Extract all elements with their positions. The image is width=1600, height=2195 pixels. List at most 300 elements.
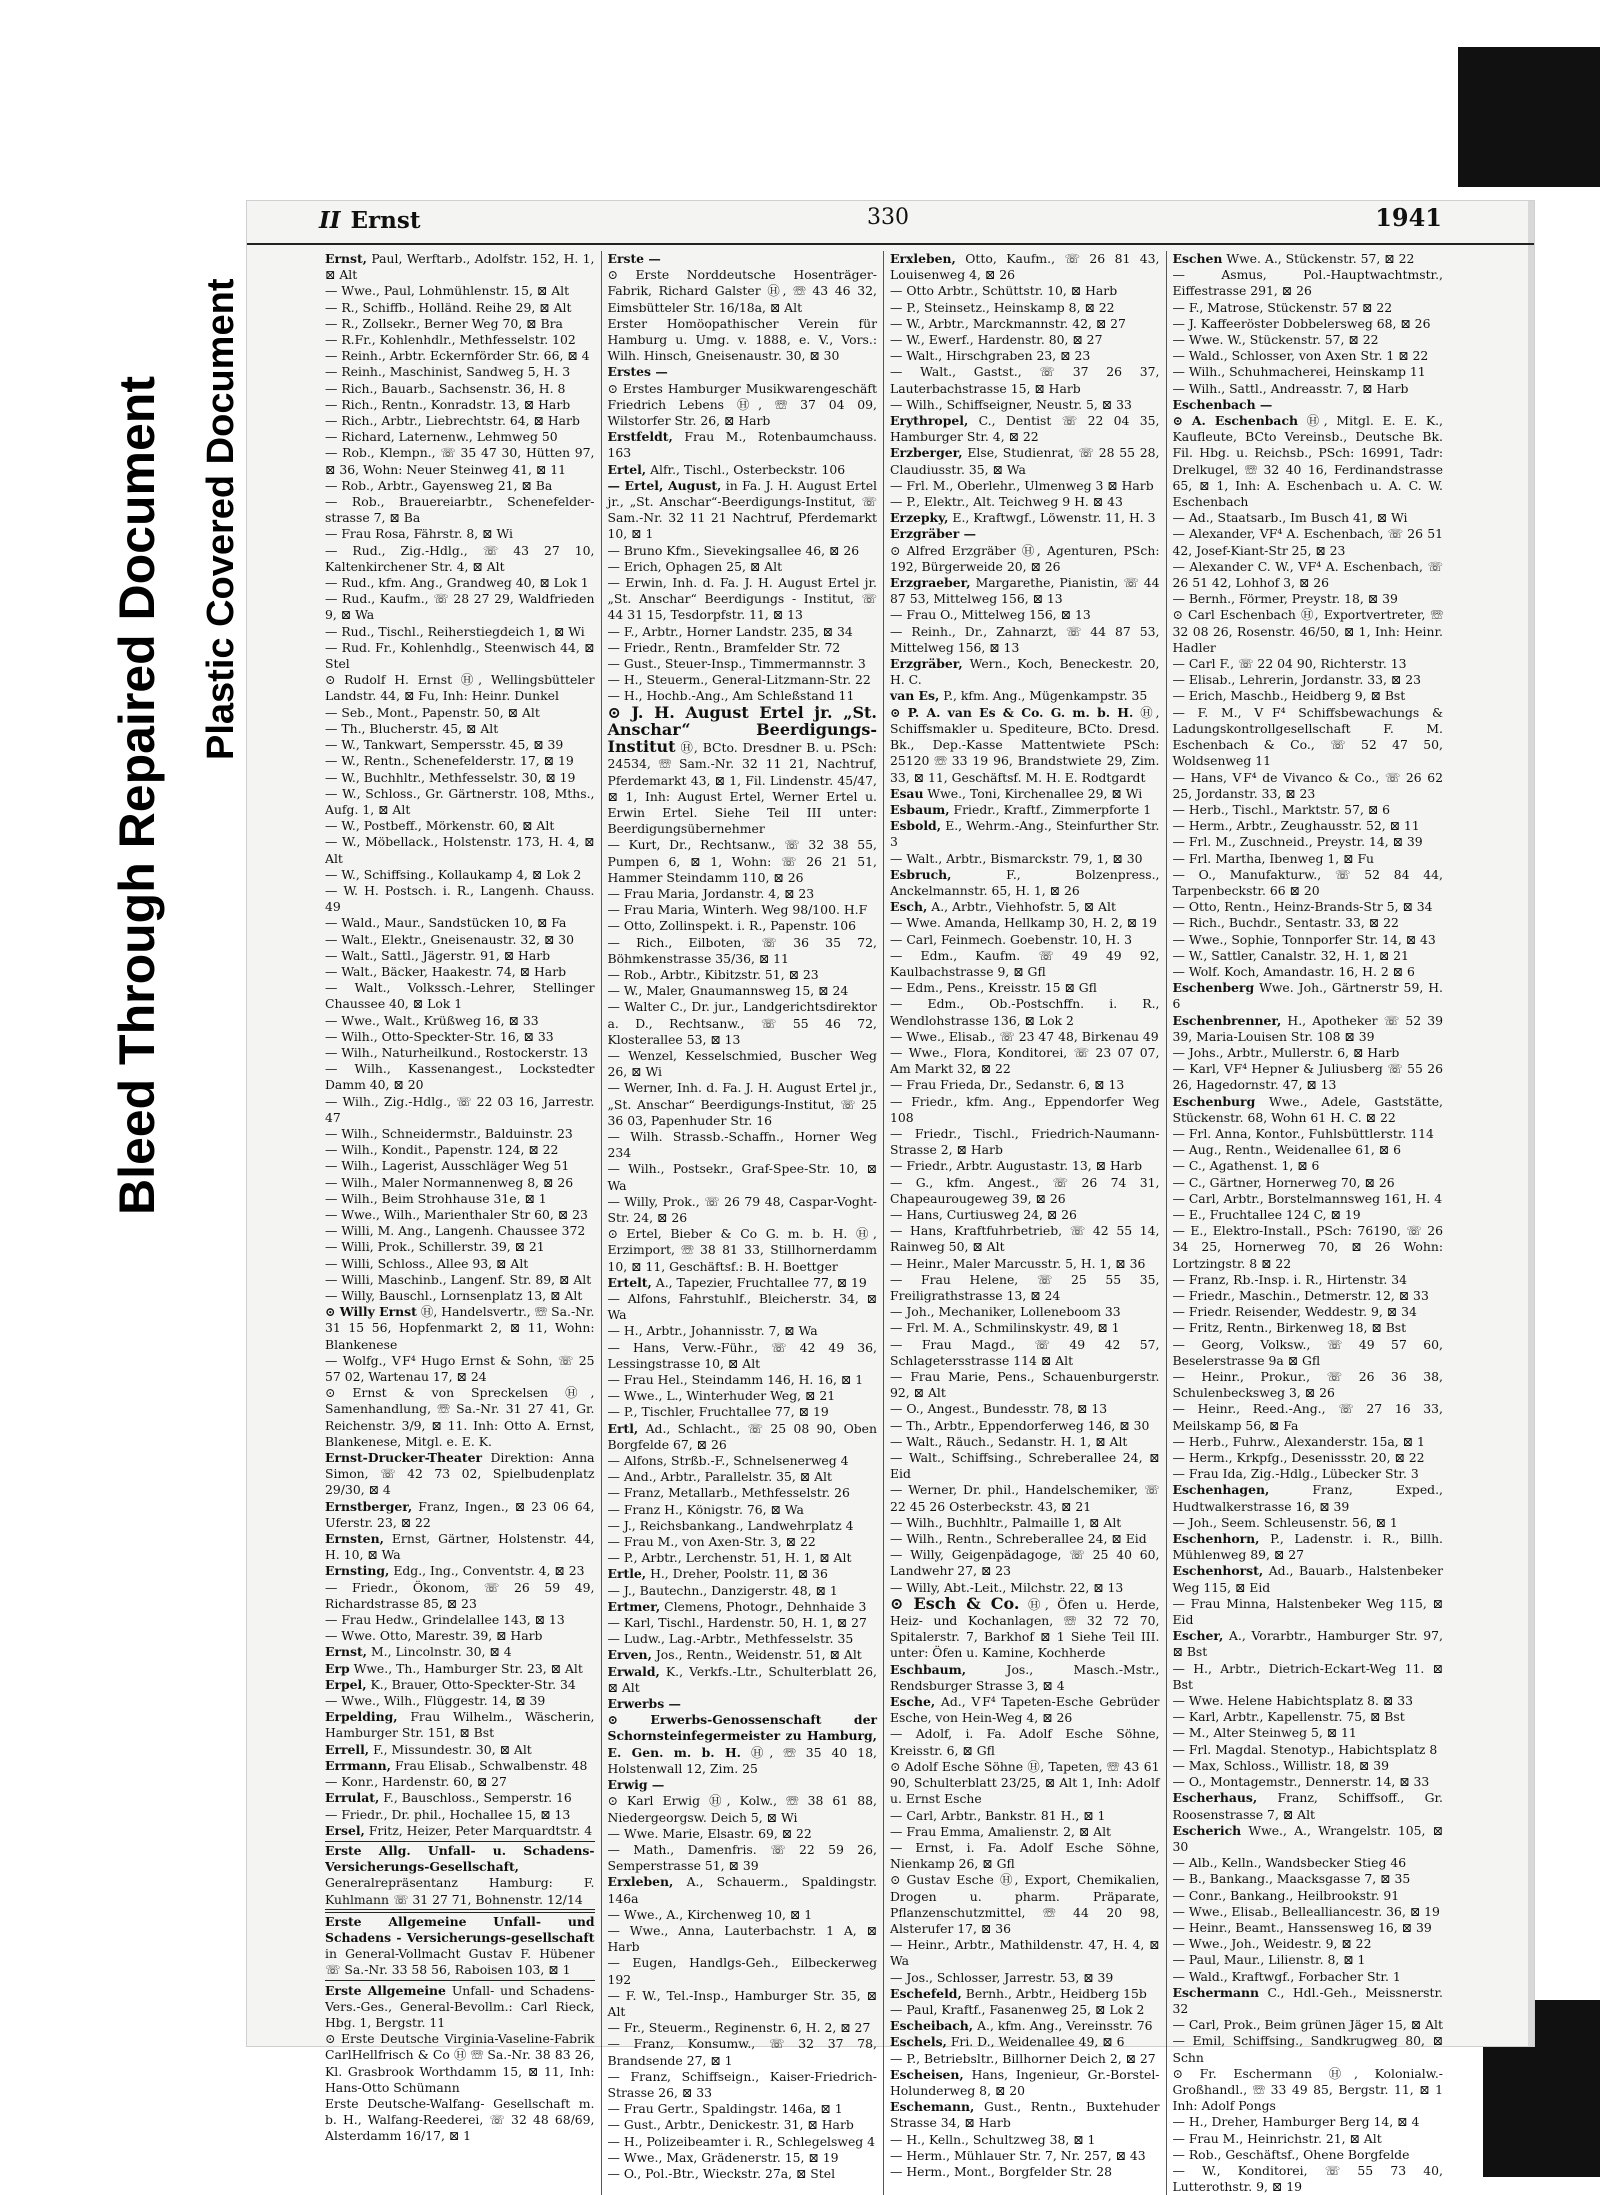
directory-entry: [1173, 1855, 1444, 1871]
entry-text: Franz, Exped., Hudtwalkerstrasse 16, ⊠ 39: [1172, 1482, 1443, 1514]
entry-text: — Wilh., Postsekr., Graf-Spee-Str. 10, ⊠ Wa: [607, 1161, 877, 1193]
directory-entry: [890, 2164, 1160, 2180]
directory-entry: [325, 721, 595, 737]
directory-entry: [325, 1191, 595, 1207]
entry-text: — J., Reichsbankang., Landwehrplatz 4: [607, 1517, 854, 1533]
directory-entry: [1173, 591, 1444, 607]
directory-entry: [1173, 1466, 1444, 1482]
page-number: 330: [867, 205, 909, 230]
directory-entry: [890, 1175, 1160, 1207]
entry-text: — Wilh., Schuhmacherei, Heinskamp 11: [1172, 364, 1426, 380]
directory-entry: [325, 1288, 595, 1304]
entry-text: Jos., Masch.-Mstr., Rendsburger Strasse 3, ⊠ 4: [890, 1661, 1160, 1693]
directory-entry: [1173, 672, 1444, 688]
directory-entry: [325, 867, 595, 883]
entry-text: A., Arbtr., Viehhofstr. 5, ⊠ Alt: [931, 899, 1116, 915]
directory-entry: [608, 1566, 878, 1582]
directory-entry: [890, 510, 1160, 526]
directory-entry: [890, 607, 1160, 623]
entry-text: Generalrepräsentanz Hamburg: F. Kuhlmann ☏ 31 27 71, Bohnenstr. 12/14: [325, 1875, 595, 1907]
directory-entry: [1173, 915, 1444, 931]
entry-text: — Walt., Gastst., ☏ 37 26 37, Lauterbachstrasse 15, ⊠ Harb: [890, 364, 1160, 396]
entry-text: — Heinr., Beamt., Hanssensweg 16, ⊠ 39: [1172, 1919, 1432, 1935]
directory-entry: [1173, 1823, 1444, 1855]
directory-entry: [890, 332, 1160, 348]
directory-entry: [325, 300, 595, 316]
year-label: 1941: [1375, 203, 1442, 232]
entry-text: — Paul, Maur., Lilienstr. 8, ⊠ 1: [1172, 1952, 1366, 1968]
entry-text: — Alexander C. W., ⅤF⁴ A. Eschenbach, ☏ 26 51 42, Lohhof 3, ⊠ 26: [1172, 558, 1443, 591]
directory-entry: [325, 786, 595, 818]
directory-entry: [608, 1226, 878, 1275]
entry-text: ⊙ Erste Deutsche Virginia-Vaseline-Fabrik CarlHellfrisch & Co Ⓗ ☏ Sa.-Nr. 38 83 26, Kl. Grasbrook Worthdamm 15, ⊠ 11, Inh: Hans-Otto Schümann: [325, 2031, 595, 2095]
entry-text: — Herb., Tischl., Marktstr. 57, ⊠ 6: [1172, 801, 1391, 817]
directory-entry: [608, 1988, 878, 2020]
directory-entry: [1173, 1013, 1444, 1045]
directory-entry: [1173, 1337, 1444, 1369]
entry-text: Hans, Ingenieur, Gr.-Borstel-Holunderweg 8, ⊠ 20: [890, 2066, 1160, 2098]
entry-text: Wwe., A., Wrangelstr. 105, ⊠ 30: [1172, 1822, 1443, 1854]
directory-entry: [1173, 1790, 1444, 1822]
entry-text: — W., Rentn., Schenefelderstr. 17, ⊠ 19: [325, 753, 574, 769]
directory-entry: [1173, 381, 1444, 397]
directory-entry: [890, 1256, 1160, 1272]
entry-name: Erste Allgemeine: [325, 1982, 446, 1998]
entry-text: — P., Arbtr., Lerchenstr. 51, H. 1, ⊠ Alt: [607, 1550, 852, 1566]
directory-entry: [608, 1923, 878, 1955]
entry-text: — Willy, Prok., ☏ 26 79 48, Caspar-Voght-Str. 24, ⊠ 26: [607, 1193, 877, 1225]
directory-entry: [608, 267, 878, 316]
entry-text: — Alfons, Strßb.-F., Schnelsenerweg 4: [607, 1453, 849, 1469]
directory-entry: [1173, 1434, 1444, 1450]
entry-text: Fri. D., Weidenallee 49, ⊠ 6: [950, 2034, 1125, 2050]
entry-text: — W., Konditorei, ☏ 55 73 40, Lutterothstr. 9, ⊠ 19: [1172, 2162, 1443, 2195]
entry-text: — F., Arbtr., Horner Landstr. 235, ⊠ 34: [607, 623, 853, 639]
directory-entry: [890, 915, 1160, 931]
entry-text: Unfall- und Schadens-Vers.-Ges., General-Bevollm.: Carl Rieck, Hbg. 1, Bergstr. 11: [325, 1982, 595, 2030]
directory-entry: [325, 672, 595, 704]
directory-entry: [890, 413, 1160, 445]
entry-text: Ernst, Gärtner, Holstenstr. 44, H. 10, ⊠ Wa: [325, 1531, 595, 1563]
directory-entry: [1173, 1142, 1444, 1158]
directory-entry: [890, 283, 1160, 299]
entry-name: Escherhaus,: [1172, 1790, 1258, 1806]
directory-entry: [890, 1824, 1160, 1840]
entry-text: — Friedr., Ökonom, ☏ 26 59 49, Richardstrasse 85, ⊠ 23: [325, 1579, 595, 1611]
entry-text: — Franz, Konsumw., ☏ 32 37 78, Brandsende 27, ⊠ 1: [607, 2036, 877, 2068]
directory-entry: [608, 1485, 878, 1501]
directory-entry: [890, 867, 1160, 899]
entry-text: — Willy, Abt.-Leit., Milchstr. 22, ⊠ 13: [890, 1579, 1124, 1595]
directory-entry: [1173, 1725, 1444, 1741]
directory-entry: [1173, 526, 1444, 558]
directory-entry: [1173, 1628, 1444, 1660]
directory-entry: [325, 397, 595, 413]
entry-text: — Frau Helene, ☏ 25 55 35, Freiligrathstrasse 13, ⊠ 24: [890, 1271, 1160, 1303]
directory-entry: [1173, 932, 1444, 948]
directory-entry: [890, 1593, 1160, 1662]
entry-text: — R., Zollsekr., Berner Weg 70, ⊠ Bra: [325, 315, 563, 331]
entry-text: Ⓗ, Handelsvertr., ☏ Sa.-Nr. 31 15 56, Hopfenmarkt 2, ⊠ 11, Wohn: Blankenese: [325, 1304, 595, 1352]
directory-entry: [325, 1353, 595, 1385]
directory-entry: [890, 1970, 1160, 1986]
directory-entry: [1173, 705, 1444, 770]
entry-text: — Carl, Prok., Beim grünen Jäger 15, ⊠ Alt: [1172, 2017, 1443, 2033]
directory-entry: [890, 1434, 1160, 1450]
entry-text: — Seb., Mont., Papenstr. 50, ⊠ Alt: [325, 704, 540, 720]
entry-text: — Frau Rosa, Fährstr. 8, ⊠ Wi: [325, 526, 513, 542]
entry-text: — Walt., Schiffsing., Schreberallee 24, ⊠ Eid: [890, 1450, 1160, 1482]
directory-entry: [608, 1647, 878, 1663]
entry-text: — Elisab., Lehrerin, Jordanstr. 33, ⊠ 23: [1172, 672, 1421, 688]
directory-entry: [1173, 1774, 1444, 1790]
directory-entry: [1173, 1369, 1444, 1401]
entry-text: — Max, Schloss., Willistr. 18, ⊠ 39: [1172, 1757, 1390, 1773]
entry-text: — Reinh., Maschinist, Sandweg 5, H. 3: [325, 364, 571, 380]
entry-text: — Erich, Ophagen 25, ⊠ Alt: [607, 558, 783, 574]
entry-name: Erste Allg. Unfall- u. Schadens-Versicherungs-Gesellschaft,: [325, 1842, 595, 1875]
entry-text: ⊙ Adolf Esche Söhne Ⓗ, Tapeten, ☏ 43 61 90, Schulterblatt 23/25, ⊠ Alt 1, Inh: Adolf u. Ernst Esche: [890, 1758, 1160, 1807]
entry-text: — Carl, Feinmech. Goebenstr. 10, H. 3: [890, 931, 1132, 947]
directory-entry: [325, 1612, 595, 1628]
entry-text: — W., Postbeff., Mörkenstr. 60, ⊠ Alt: [325, 818, 555, 834]
entry-text: — Franz, Schiffseign., Kaiser-Friedrich-Strasse 26, ⊠ 33: [607, 2068, 877, 2100]
entry-text: — Franz H., Königstr. 76, ⊠ Wa: [607, 1501, 804, 1517]
entry-text: — W., Möbellack., Holstenstr. 173, H. 4, ⊠ Alt: [325, 834, 595, 866]
directory-entry: [890, 316, 1160, 332]
entry-name: Eschemann,: [890, 2099, 975, 2115]
directory-entry: [890, 1531, 1160, 1547]
directory-entry: [1173, 1969, 1444, 1985]
entry-text: — H., Arbtr., Dietrich-Eckart-Weg 11. ⊠ Bst: [1172, 1660, 1443, 1692]
entry-text: M., Lincolnstr. 30, ⊠ 4: [370, 1644, 512, 1660]
directory-entry: [1173, 1482, 1444, 1514]
directory-entry: [608, 1842, 878, 1874]
directory-entry: [608, 251, 878, 267]
directory-entry: [890, 1872, 1160, 1937]
entry-text: A., Schauerm., Spaldingstr. 146a: [607, 1874, 877, 1906]
entry-text: — Wilh., Otto-Speckter-Str. 16, ⊠ 33: [325, 1028, 554, 1044]
column-1: [319, 251, 602, 2195]
entry-text: — Wwe., Paul, Lohmühlenstr. 15, ⊠ Alt: [325, 283, 570, 299]
entry-name: Erythropel,: [890, 413, 969, 429]
directory-entry: [325, 1126, 595, 1142]
entry-text: — Wolfg., ⅤF⁴ Hugo Ernst & Sohn, ☏ 25 57 02, Wartenau 17, ⊠ 24: [325, 1352, 595, 1385]
directory-entry: [890, 1207, 1160, 1223]
entry-name: Eschenbrenner,: [1172, 1012, 1282, 1028]
entry-text: — E., Fruchtallee 124 C, ⊠ 19: [1172, 1206, 1361, 1222]
directory-entry: [325, 753, 595, 769]
entry-text: — Wwe. Amanda, Hellkamp 30, H. 2, ⊠ 19: [890, 915, 1157, 931]
entry-name: Esch,: [890, 899, 928, 915]
directory-entry: [1173, 770, 1444, 802]
entry-text: — Otto, Rentn., Heinz-Brands-Str 5, ⊠ 34: [1172, 899, 1433, 915]
entry-text: — Wwe., Elisab., Bellealliancestr. 36, ⊠ 19: [1172, 1903, 1440, 1919]
entry-text: — Wwe., A., Kirchenweg 10, ⊠ 1: [607, 1906, 813, 1922]
directory-entry: [608, 837, 878, 886]
directory-entry: [890, 851, 1160, 867]
directory-entry: [608, 1712, 878, 1777]
entry-text: — Frau M., Heinrichstr. 21, ⊠ Alt: [1172, 2130, 1382, 2146]
entry-text: — Heinr., Prokur., ☏ 26 36 38, Schulenbecksweg 3, ⊠ 26: [1172, 1369, 1443, 1401]
entry-text: Edg., Ing., Conventstr. 4, ⊠ 23: [393, 1563, 585, 1579]
directory-entry: [608, 935, 878, 967]
entry-text: — Th., Arbtr., Eppendorferweg 146, ⊠ 30: [890, 1417, 1150, 1433]
entry-text: — Wilh., Maler Normannenweg 8, ⊠ 26: [325, 1174, 574, 1190]
directory-entry: [890, 2132, 1160, 2148]
entry-text: — P., Tischler, Fruchtallee 77, ⊠ 19: [607, 1404, 829, 1420]
entry-text: — Frau Frieda, Dr., Sedanstr. 6, ⊠ 13: [890, 1077, 1125, 1093]
directory-entry: [608, 902, 878, 918]
entry-text: — P., Elektr., Alt. Teichweg 9 H. ⊠ 43: [890, 494, 1123, 510]
directory-entry: [325, 316, 595, 332]
entry-name: Eschels,: [890, 2034, 947, 2050]
entry-text: Gust., Rentn., Buxtehuder Strasse 34, ⊠ Harb: [890, 2099, 1160, 2131]
entry-text: — Frau Magd., ☏ 49 42 57, Schlagetersstrasse 114 ⊠ Alt: [890, 1336, 1160, 1368]
entry-text: — Rob., Klempn., ☏ 35 47 30, Hütten 97, ⊠ 36, Wohn: Neuer Steinweg 41, ⊠ 11: [325, 445, 595, 477]
entry-text: — Math., Damenfris. ☏ 22 59 26, Semperstrasse 51, ⊠ 39: [607, 1841, 877, 1874]
entry-text: C., Dentist ☏ 22 04 35, Hamburger Str. 4, ⊠ 22: [890, 413, 1160, 445]
directory-entry: [608, 1372, 878, 1388]
entry-text: — W., Schiffsing., Kollaukamp 4, ⊠ Lok 2: [325, 866, 582, 882]
directory-entry: [890, 1126, 1160, 1158]
directory-entry: [608, 624, 878, 640]
directory-entry: [325, 818, 595, 834]
entry-text: ⊙ Ernst & von Spreckelsen Ⓗ, Samenhandlung, ☏ Sa.-Nr. 31 27 41, Gr. Reichenstr. 3/9, ⊠ 11. Inh: Otto A. Ernst, Blankenese, Mitgl. e. E. K.: [325, 1385, 595, 1449]
page-header: [247, 201, 1534, 245]
entry-text: Margarethe, Pianistin, ☏ 44 87 53, Mittelweg 156, ⊠ 13: [890, 575, 1160, 607]
entry-text: — Herm., Mühlauer Str. 7, Nr. 257, ⊠ 43: [890, 2147, 1146, 2163]
entry-name: Ernst,: [325, 251, 367, 266]
directory-entry: [325, 1774, 595, 1790]
entry-text: F., Bolzenpress., Anckelmannstr. 65, H. 1, ⊠ 26: [890, 866, 1160, 898]
directory-entry: [608, 543, 878, 559]
entry-text: — F. W., Tel.-Insp., Hamburger Str. 35, ⊠ Alt: [607, 1987, 877, 2019]
entry-name: ⊙ Willy Ernst: [325, 1304, 417, 1320]
entry-text: Frau Elisab., Schwalbenstr. 48: [394, 1757, 588, 1773]
directory-entry: [608, 2036, 878, 2068]
directory-entry: [890, 251, 1160, 283]
entry-text: — Walt., Volkssch.-Lehrer, Stellinger Chaussee 40, ⊠ Lok 1: [325, 980, 595, 1012]
entry-text: H., Apotheker ☏ 52 39 39, Maria-Louisen Str. 108 ⊠ 39: [1172, 1012, 1443, 1044]
entry-text: — Wwe., Anna, Lauterbachstr. 1 A, ⊠ Harb: [607, 1922, 877, 1955]
directory-entry: [890, 575, 1160, 607]
directory-entry: [325, 1013, 595, 1029]
directory-entry: [1173, 1936, 1444, 1952]
entry-text: Direktion: Anna Simon, ☏ 42 73 02, Spielbudenplatz 29/30, ⊠ 4: [325, 1450, 595, 1498]
directory-entry: [1173, 867, 1444, 899]
entry-text: Fritz, Heizer, Peter Marquardtstr. 4: [368, 1822, 593, 1838]
entry-text: Ⓗ, ☏ 35 40 18, Holstenwall 12, Zim. 25: [607, 1744, 877, 1776]
entry-text: — Wilh., Rentn., Schreberallee 24, ⊠ Eid: [890, 1531, 1147, 1547]
directory-entry: [325, 251, 595, 283]
entry-name: Ernst,: [325, 1644, 367, 1660]
directory-entry: [608, 1080, 878, 1129]
directory-entry: [325, 1142, 595, 1158]
directory-entry: [1173, 1985, 1444, 2017]
entry-text: — H., Arbtr., Johannisstr. 7, ⊠ Wa: [607, 1323, 818, 1339]
directory-entry: [1173, 1742, 1444, 1758]
entry-text: — Karl, Tischl., Hardenstr. 50, H. 1, ⊠ 27: [607, 1615, 867, 1631]
directory-entry: [1173, 1320, 1444, 1336]
directory-entry: [890, 494, 1160, 510]
entry-text: — Wwe., Elisab., ☏ 23 47 48, Birkenau 49: [890, 1028, 1159, 1044]
entry-text: F., Bauschloss., Semperstr. 16: [383, 1790, 572, 1806]
entry-text: — Wwe., L., Winterhuder Weg, ⊠ 21: [607, 1388, 836, 1404]
entry-text: Frau Wilhelm., Wäscherin, Hamburger Str. 151, ⊠ Bst: [325, 1709, 595, 1741]
entry-text: — Frau Minna, Halstenbeker Weg 115, ⊠ Eid: [1172, 1595, 1443, 1628]
directory-entry: [325, 1807, 595, 1823]
entry-text: ⊙ Karl Erwig Ⓗ, Kolw., ☏ 38 61 88, Niedergeorgsw. Deich 5, ⊠ Wi: [607, 1793, 877, 1825]
entry-text: — O., Pol.-Btr., Wieckstr. 27a, ⊠ Stel: [607, 2165, 836, 2181]
entry-text: — Wilh., Kondit., Papenstr. 124, ⊠ 22: [325, 1142, 559, 1158]
entry-text: — Ernst, i. Fa. Adolf Esche Söhne, Nienkamp 26, ⊠ Gfl: [890, 1839, 1160, 1872]
directory-entry: [1173, 1158, 1444, 1174]
entry-text: Wern., Koch, Beneckestr. 20, H. C.: [890, 656, 1160, 688]
directory-entry: [325, 1531, 595, 1563]
directory-entry: [325, 1272, 595, 1288]
directory-entry: [1173, 2147, 1444, 2163]
entry-name: Erwig —: [607, 1777, 665, 1793]
entry-name: Erstfeldt,: [607, 429, 673, 445]
entry-text: Else, Studienrat, ☏ 28 55 28, Claudiusstr. 35, ⊠ Wa: [890, 445, 1160, 477]
directory-entry: [608, 1291, 878, 1323]
entry-text: Ad., Bauarb., Halstenbeker Weg 115, ⊠ Eid: [1172, 1563, 1443, 1595]
entry-name: Erzepky,: [890, 510, 949, 526]
entry-text: — Hans, ⅤF⁴ de Vivanco & Co., ☏ 26 62 25, Jordanstr. 33, ⊠ 23: [1172, 769, 1443, 801]
entry-name: Eschenberg: [1172, 980, 1255, 996]
directory-entry: [890, 656, 1160, 688]
directory-entry: [1173, 948, 1444, 964]
entry-text: — Frl. M., Oberlehr., Ulmenweg 3 ⊠ Harb: [890, 477, 1154, 493]
directory-entry: [1173, 1450, 1444, 1466]
directory-entry: [890, 1662, 1160, 1694]
entry-text: Erster Homöopathischer Verein für Hamburg u. Umg. v. 1888, e. V., Vors.: Wilh. Hinsch, Gneisenaustr. 30, ⊠ 30: [607, 315, 877, 364]
directory-entry: [608, 1826, 878, 1842]
directory-entry: [608, 1664, 878, 1696]
column-2: [602, 251, 885, 2195]
directory-entry: [1173, 1661, 1444, 1693]
entry-text: A., kfm. Ang., Vereinsstr. 76: [977, 2018, 1153, 2034]
scan-edge-top: [1458, 47, 1600, 187]
entry-name: Eschermann: [1172, 1984, 1260, 2000]
entry-text: — Alb., Kelln., Wandsbecker Stieg 46: [1172, 1855, 1407, 1871]
directory-entry: [325, 1207, 595, 1223]
directory-entry: [608, 1421, 878, 1453]
directory-entry: [325, 1841, 595, 1910]
directory-entry: [608, 462, 878, 478]
directory-entry: [890, 1840, 1160, 1872]
directory-entry: [325, 1742, 595, 1758]
entry-text: A., Tapezier, Fruchtallee 77, ⊠ 19: [655, 1274, 867, 1290]
directory-entry: [325, 332, 595, 348]
directory-entry: [608, 1518, 878, 1534]
directory-entry: [608, 1323, 878, 1339]
entry-text: — Jos., Schlosser, Jarrestr. 53, ⊠ 39: [890, 1969, 1114, 1985]
entry-text: — Rud., Zig.-Hdlg., ☏ 43 27 10, Kaltenkirchener Str. 4, ⊠ Alt: [325, 542, 595, 574]
entry-text: — Willy, Geigenpädagoge, ☏ 25 40 60, Landwehr 27, ⊠ 23: [890, 1547, 1160, 1579]
entry-text: — Ad., Staatsarb., Im Busch 41, ⊠ Wi: [1172, 510, 1408, 526]
directory-entry: [1173, 964, 1444, 980]
directory-entry: [1173, 1061, 1444, 1093]
entry-text: — Reinh., Arbtr. Eckernförder Str. 66, ⊠ 4: [325, 348, 590, 364]
directory-entry: [1173, 1126, 1444, 1142]
entry-text: — Alexander, ⅤF⁴ A. Eschenbach, ☏ 26 51 42, Josef-Kiant-Str 25, ⊠ 23: [1172, 526, 1443, 558]
entry-text: — P., Steinsetz., Heinskamp 8, ⊠ 22: [890, 299, 1115, 315]
entry-text: — Rob., Geschäftsf., Ohene Borgfelde: [1172, 2146, 1410, 2162]
directory-entry: [608, 1469, 878, 1485]
directory-entry: [1173, 1758, 1444, 1774]
directory-entry: [325, 1045, 595, 1061]
entry-name: Erzgräber,: [890, 656, 963, 672]
directory-entry: [608, 1696, 878, 1712]
entry-text: — Rich., Arbtr., Liebrechtstr. 64, ⊠ Harb: [325, 413, 580, 429]
entry-text: — H., Polizeibeamter i. R., Schlegelsweg 4: [607, 2133, 876, 2149]
entry-name: ⊙ A. Eschenbach: [1172, 413, 1299, 429]
entry-text: — Eugen, Handlgs-Geh., Eilbeckerweg 192: [607, 1955, 877, 1987]
directory-entry: [1173, 802, 1444, 818]
directory-entry: [325, 478, 595, 494]
directory-entry: [325, 1580, 595, 1612]
entry-text: — Walt., Hirschgraben 23, ⊠ 23: [890, 348, 1091, 364]
entry-text: Wwe., Adele, Gaststätte, Stückenstr. 68, Wohn 61 H. C. ⊠ 22: [1172, 1093, 1443, 1125]
entry-text: ⊙ Ertel, Bieber & Co G. m. b. H. Ⓗ, Erzimport, ☏ 38 81 33, Stillhornerdamm 10, ⊠ 11, Geschäftsf.: B. H. Boettger: [607, 1226, 877, 1274]
entry-text: ⊙ Carl Eschenbach Ⓗ, Exportvertreter, ☏ 32 08 26, Rosenstr. 46/50, ⊠ 1, Inh: Heinr. Hadler: [1172, 607, 1443, 655]
entry-text: — Wwe. Otto, Marestr. 39, ⊠ Harb: [325, 1628, 543, 1644]
entry-name: Erxleben,: [607, 1874, 674, 1890]
entry-text: — Friedr., kfm. Ang., Eppendorfer Weg 108: [890, 1093, 1160, 1125]
entry-name: Ertmer,: [607, 1598, 661, 1614]
entry-name: ⊙ Esch & Co.: [890, 1593, 1020, 1613]
entry-text: — Wolf. Koch, Amandastr. 16, H. 2 ⊠ 6: [1172, 963, 1415, 979]
entry-text: — Wilh., Zig.-Hdlg., ☏ 22 03 16, Jarrestr. 47: [325, 1093, 595, 1125]
entry-text: — Edm., Pens., Kreisstr. 15 ⊠ Gfl: [890, 980, 1097, 996]
directory-entry: [325, 1158, 595, 1174]
entry-text: — Walt., Sattl., Jägerstr. 91, ⊠ Harb: [325, 947, 551, 963]
entry-text: — Herm., Mont., Borgfelder Str. 28: [890, 2163, 1112, 2179]
entry-text: Ⓗ, Öfen u. Herde, Heiz- und Kochanlagen, ☏ 32 72 70, Spitalerstr. 7, Barkhof ⊠ 1 Siehe Teil III. unter: Öfen u. Kamine, Kochherde: [890, 1596, 1160, 1661]
entry-text: — Wwe. W., Stückenstr. 57, ⊠ 22: [1172, 332, 1379, 348]
directory-entry: [608, 559, 878, 575]
entry-text: C., Hdl.-Geh., Meissnerstr. 32: [1172, 1984, 1443, 2016]
directory-entry: [608, 640, 878, 656]
directory-entry: [1173, 559, 1444, 591]
entry-text: — Johs., Arbtr., Mullerstr. 6, ⊠ Harb: [1172, 1044, 1400, 1060]
entry-name: Esbruch,: [890, 866, 952, 882]
entry-name: Erzberger,: [890, 445, 963, 461]
entry-name: Eschenburg: [1172, 1093, 1256, 1109]
directory-entry: [608, 1955, 878, 1987]
directory-entry: [890, 1158, 1160, 1174]
directory-entry: [325, 624, 595, 640]
entry-text: — Karl, ⅤF⁴ Hepner & Juliusberg ☏ 55 26 26, Hagedornstr. 47, ⊠ 13: [1172, 1061, 1443, 1093]
directory-entry: [608, 1615, 878, 1631]
entry-text: A., Vorarbtr., Hamburger Str. 97, ⊠ Bst: [1172, 1628, 1443, 1660]
entry-text: — Bernh., Förmer, Preystr. 18, ⊠ 39: [1172, 591, 1398, 607]
entry-text: Ⓗ, Schiffsmakler u. Spediteure, BCto. Dresd. Bk., Dep.-Kasse Mattentwiete PSch: 25120 ☏ 33 19 96, Brandstwiete 29, Zim. 33, ⊠ 11, Geschäftsf. M. H. E. Rodtgardt: [890, 704, 1160, 785]
entry-name: Erxleben,: [890, 251, 956, 266]
entry-text: — Willi, Prok., Schillerstr. 39, ⊠ 21: [325, 1239, 545, 1255]
directory-entry: [608, 1161, 878, 1193]
entry-text: — H., Dreher, Hamburger Berg 14, ⊠ 4: [1172, 2114, 1420, 2130]
entry-text: — Rud. Fr., Kohlenhdlg., Steenwisch 44, ⊠ Stel: [325, 639, 595, 672]
entry-text: — Wwe., Joh., Weidestr. 9, ⊠ 22: [1172, 1936, 1372, 1952]
entry-text: — Hans, Verw.-Führ., ☏ 42 49 36, Lessingstrasse 10, ⊠ Alt: [607, 1339, 877, 1371]
directory-entry: [1173, 2114, 1444, 2130]
entry-text: — Frau Maria, Jordanstr. 4, ⊠ 23: [607, 885, 815, 901]
entry-name: Eschenhorn,: [1172, 1531, 1260, 1547]
entry-name: Ernst-Drucker-Theater: [325, 1450, 483, 1466]
